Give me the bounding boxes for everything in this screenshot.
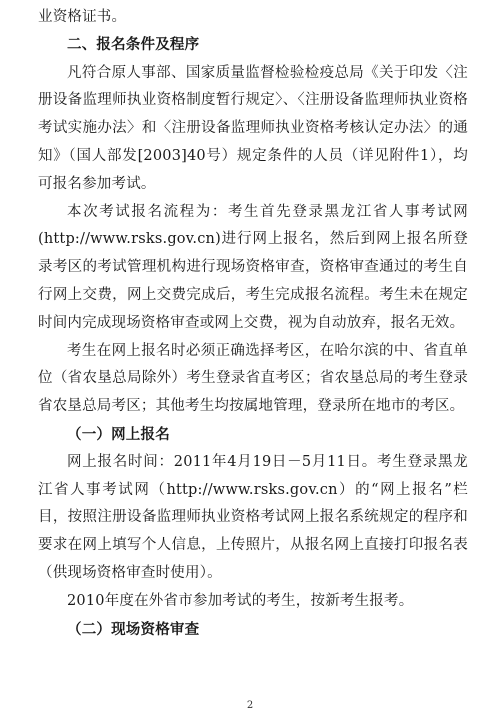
paragraph-continuation: 业资格证书。 [38,9,127,25]
paragraph-exam-area: 考生在网上报名时必须正确选择考区，在哈尔滨的中、省直单位（省农垦总局除外）考生登录省直考区；省农垦总局的考生登录省农垦总局考区；其他考生均按属地管理，登录所在地市的考区。 [38,342,468,415]
subheading-onsite-review: （二）现场资格审查 [67,620,200,638]
paragraph-2010-candidates: 2010年度在外省市参加考试的考生，按新考生报考。 [67,592,414,609]
document-body [38,4,468,643]
paragraph-registration-process: 本次考试报名流程为：考生首先登录黑龙江省人事考试网(http://www.rsks.gov.cn)进行网上报名，然后到网上报名所登录考区的考试管理机构进行现场资格审查，资格审查通过的考生自行网上交费，网上交费完成后，考生完成报名流程。考生未在规定时间内完成现场资格审查或网上交费，视为自动放弃，报名无效。 [38,203,468,331]
subheading-online-registration: （一）网上报名 [67,425,170,443]
paragraph-eligibility: 凡符合原人事部、国家质量监督检验检疫总局《关于印发〈注册设备监理师执业资格制度暂行规定〉、〈注册设备监理师执业资格考试实施办法〉和〈注册设备监理师执业资格考核认定办法〉的通知》（国人部发[2003]40号）规定条件的人员（详见附件1），均可报名参加考试。 [38,64,468,192]
section-heading-registration: 二、报名条件及程序 [67,36,200,53]
page-number: 2 [246,700,254,711]
paragraph-online-registration: 网上报名时间：2011年4月19日－5月11日。考生登录黑龙江省人事考试网（http://www.rsks.gov.cn）的“网上报名”栏目，按照注册设备监理师执业资格考试网上报名系统规定的程序和要求在网上填写个人信息，上传照片，从报名网上直接打印报名表（供现场资格审查时使用）。 [38,453,468,581]
